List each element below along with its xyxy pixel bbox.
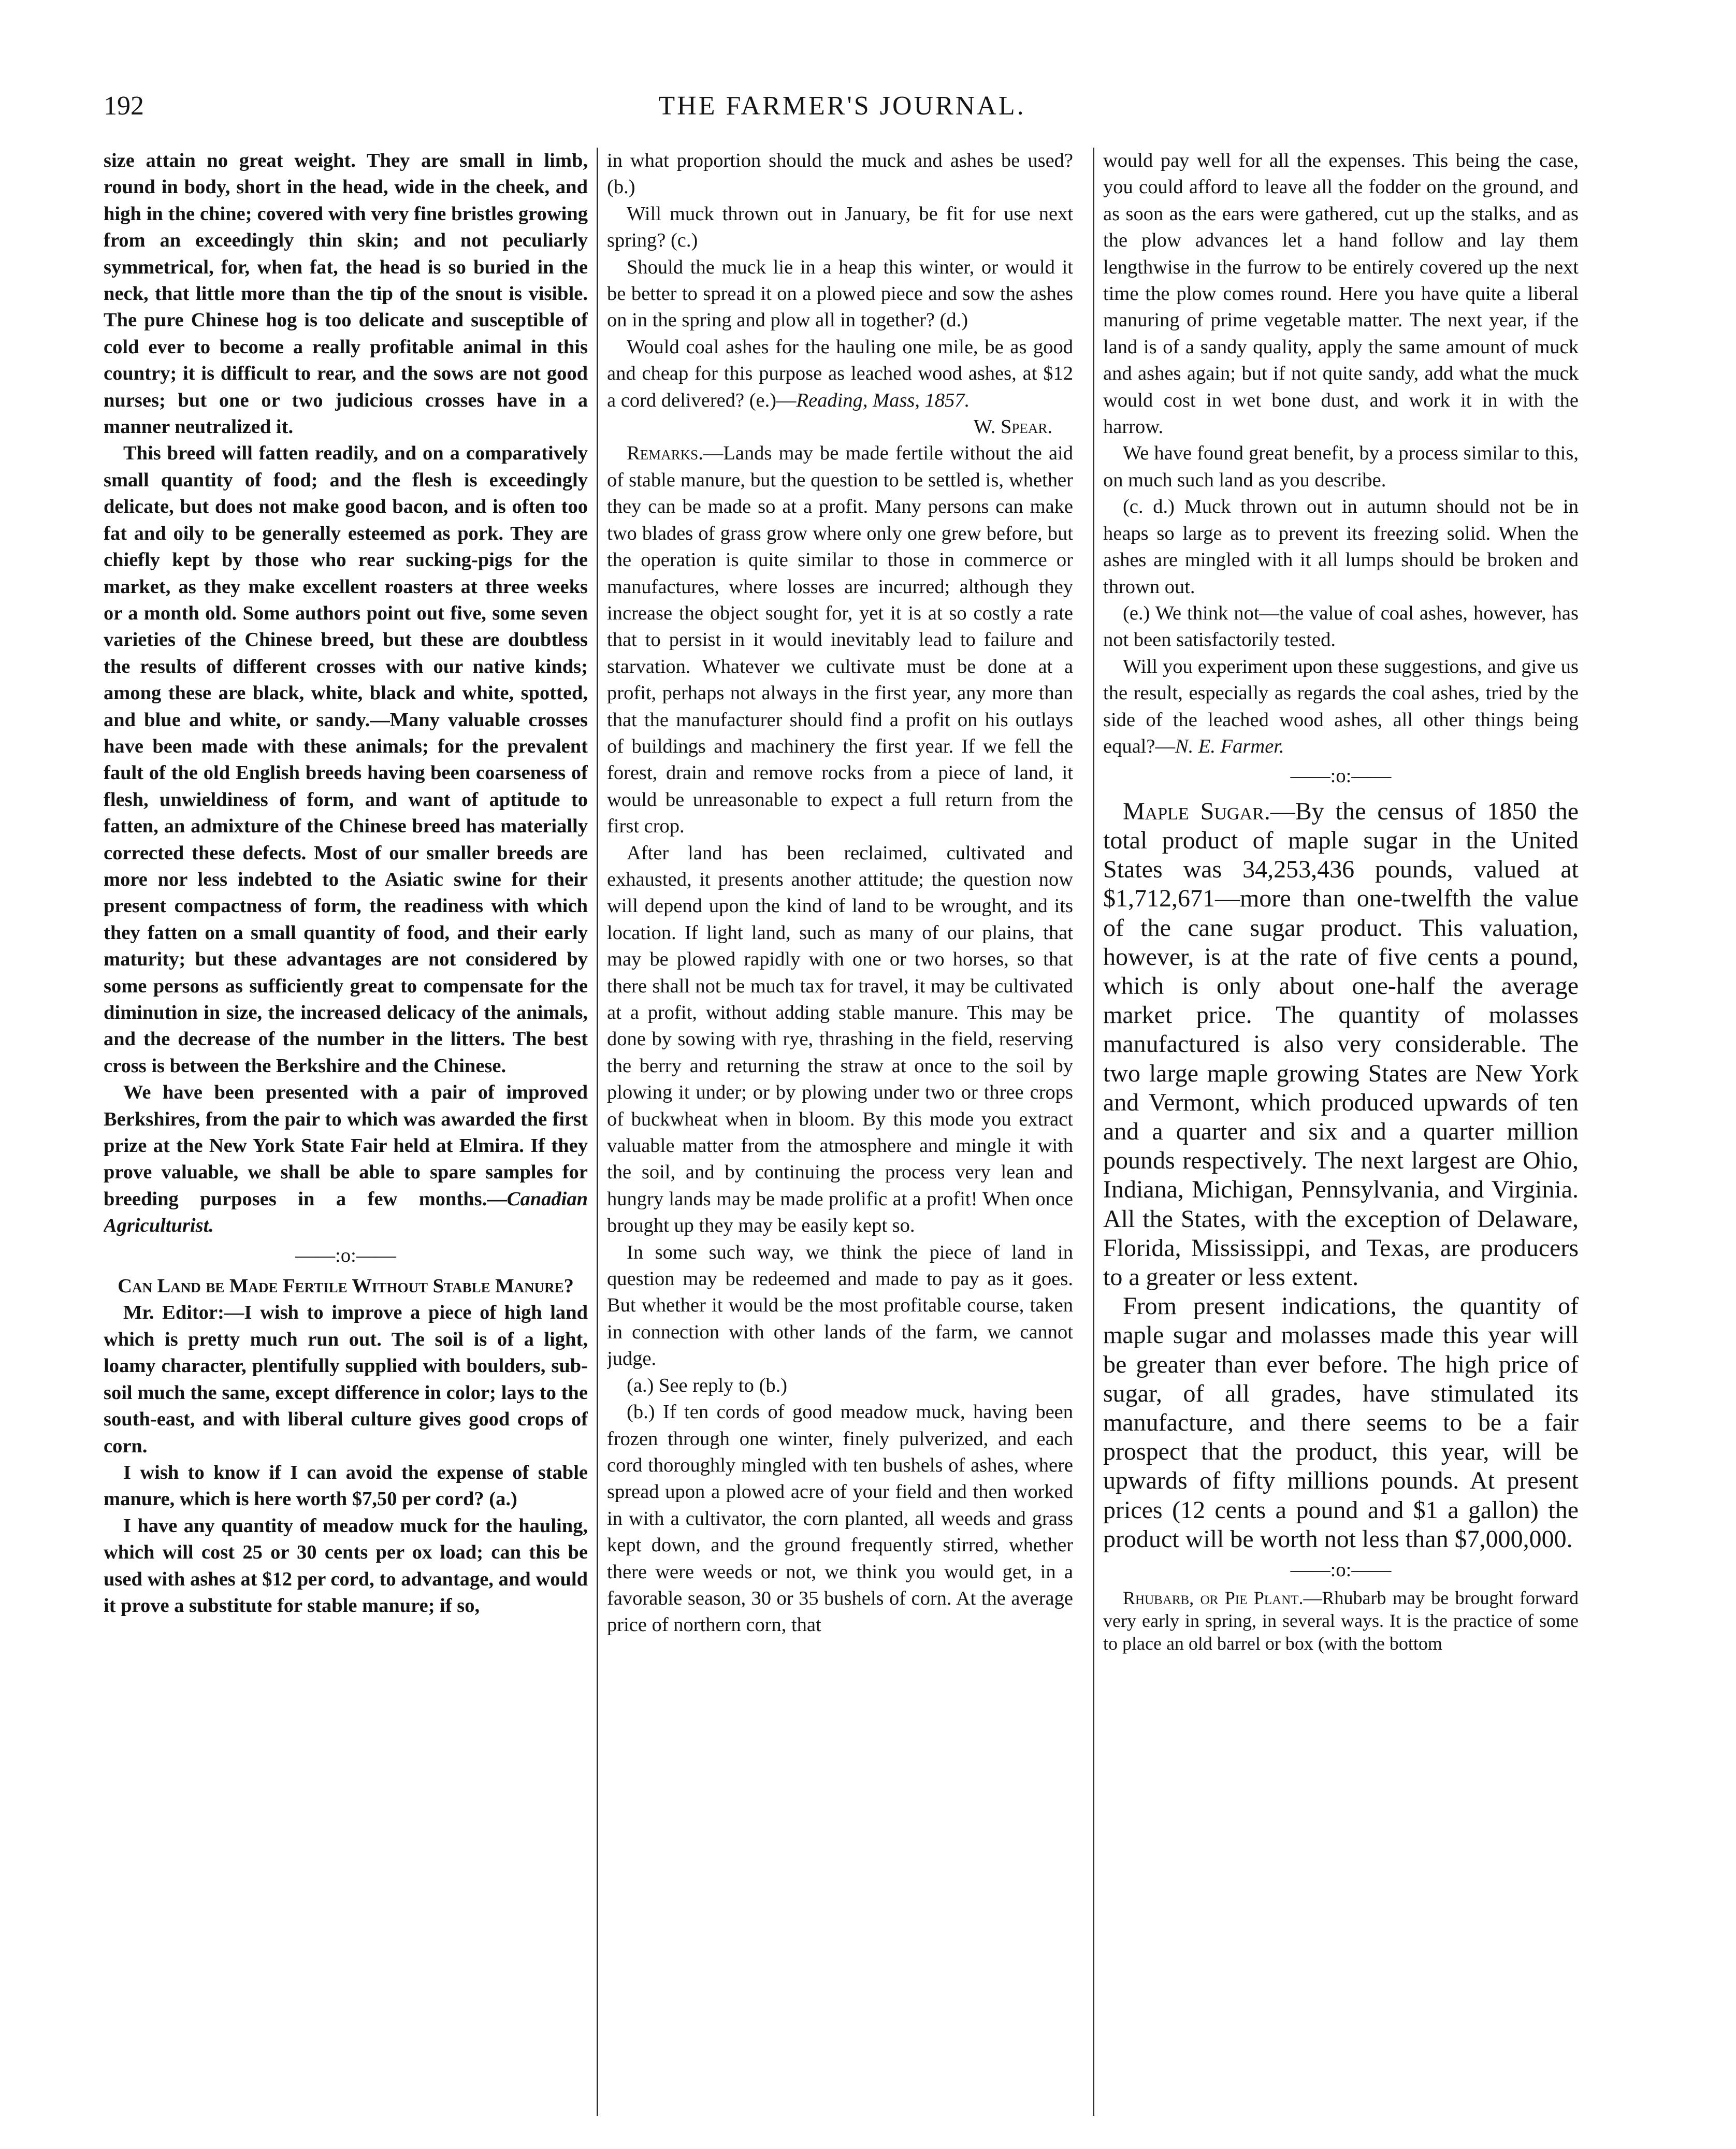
maple-text-1: —By the census of 1850 the total product of maple sugar in the United States was 34,253,436 pounds, valued at $1,712,671—more than one-twelfth the value of the cane sugar product. This valuation, however, is at the rate of five cents a pound, which is only about one-half the average market price. The quantity of molasses manufactured is also very considerable. The two large maple growing States are New York and Vermont, which produced upwards of ten and a quarter and six and a quarter million pounds respectively. The next largest are Ohio, Indiana, Michigan, Pennsylvania, and Virginia. All the States, with the exception of Delaware, Florida, Mississippi, and Texas, are producers to a greater or less extent. <box>1103 797 1579 1291</box>
benefit-paragraph: We have found great benefit, by a process similar to this, on much such land as you describe. <box>1103 442 1579 491</box>
reply-e: (e.) We think not—the value of coal ashes, however, has not been satisfactorily tested. <box>1103 602 1579 651</box>
page-header <box>104 91 1581 127</box>
letter-paragraph-3: I have any quantity of meadow muck for the hauling, which will cost 25 or 30 cents per ox load; can this be used with ashes at $12 per cord, to advantage, and would it prove a substitute for stable manure; if so, <box>104 1515 588 1617</box>
source-canadian-agriculturist: Canadian Agriculturist. <box>104 1188 588 1237</box>
remarks-paragraph-2: After land has been reclaimed, cultivated and exhausted, it presents another attitude; the question now will depend upon the kind of land to be wrought, and its location. If light land, such as many of our plains, that may be plowed rapidly with one or two horses, so that there shall not be much tax for travel, it may be cultivated at a profit, without adding stable manure. This may be done by sowing with rye, thrashing in the field, reserving the berry and returning the straw at once to the soil by plowing it under; or by plowing under two or three crops of buckwheat when in bloom. By this mode you extract valuable matter from the atmosphere and mingle it with the soil, and by continuing the process very lean and hungry lands may be made prolific at a profit! When once brought up they may be easily kept so. <box>607 842 1073 1237</box>
remarks-label: Remarks. <box>627 442 703 465</box>
letter-question-d: Should the muck lie in a heap this winter, or would it be better to spread it on a plowed piece and sow the ashes on in the spring and plow all in together? (d.) <box>607 256 1073 331</box>
question-e-text: Would coal ashes for the hauling one mile, be as good and cheap for this purpose as leached wood ashes, at $12 a cord delivered? (e.)— <box>607 336 1073 411</box>
maple-paragraph-1 <box>1103 797 1579 1292</box>
column-2 <box>607 148 1073 2116</box>
section-separator: ——:o:—— <box>295 1244 396 1266</box>
remarks-text: —Lands may be made fertile without the aid of stable manure, but the question to be settled is, whether they can be made so at a profit. Many persons can make two blades of grass grow where only one grew before, but the operation is quite similar to those in commerce or manufactures, where losses are incurred; although they increase the object sought for, yet it is at so costly a rate that to persist in it would inevitably lead to failure and starvation. Whatever we cultivate must be done at a profit, perhaps not always in the first year, any more than that the manufacturer should find a profit on his outlays of buildings and machinery the first year. If we fell the forest, drain and remove rocks from a piece of land, it would be unreasonable to expect a full return from the first crop. <box>607 442 1073 838</box>
rhubarb-article <box>1103 1586 1579 1655</box>
maple-paragraph-2: From present indications, the quantity of maple sugar and molasses made this year will be greater than ever before. The high price of sugar, of all grades, have stimulated its manufacture, and there seems to be a fair prospect that the product, this year, will be upwards of fifty millions pounds. At present prices (12 cents a pound and $1 a gallon) the product will be worth not less than $7,000,000. <box>1103 1292 1579 1553</box>
berkshire-paragraph <box>104 1079 588 1239</box>
letter-question-c: Will muck thrown out in January, be fit for use next spring? (c.) <box>607 203 1073 252</box>
letter-question-b: in what proportion should the muck and ashes be used? (b.) <box>607 150 1073 198</box>
column-rule-2 <box>1093 148 1094 2116</box>
letter-signature: W. Spear. <box>973 416 1052 438</box>
maple-sugar-label: Maple Sugar. <box>1123 797 1270 825</box>
remarks-paragraph-3: In some such way, we think the piece of land in question may be redeemed and made to pay as it goes. But whether it would be the most profitable course, taken in connection with other lands of the farm, we cannot judge. <box>607 1241 1073 1370</box>
letter-paragraph-1: Mr. Editor:—I wish to improve a piece of high land which is pretty much run out. The soil is of a light, loamy character, plentifully supplied with boulders, sub-soil much the same, except difference in color; lays to the south-east, and with liberal culture gives good crops of corn. <box>104 1302 588 1457</box>
rhubarb-text: —Rhubarb may be brought forward very early in spring, in several ways. It is the practice of some to place an old barrel or box (with the bottom <box>1103 1588 1579 1654</box>
section-separator-2: ——:o:—— <box>1290 765 1392 787</box>
experiment-text: Will you experiment upon these suggestions, and give us the result, especially as regards the coal ashes, tried by the side of the leached wood ashes, all other things being equal?— <box>1103 655 1579 757</box>
reply-c-d: (c. d.) Muck thrown out in autumn should not be in heaps so large as to prevent its freezing solid. When the ashes are mingled with it all lumps should be broken and thrown out. <box>1103 496 1579 598</box>
maple-sugar-article <box>1103 797 1579 1554</box>
berkshire-text: We have been presented with a pair of improved Berkshires, from the pair to which was awarded the first prize at the New York State Fair held at Elmira. If they prove valuable, we shall be able to spare samples for breeding purposes in a few months.— <box>104 1081 588 1210</box>
reply-b-continued: would pay well for all the expenses. This being the case, you could afford to leave all the fodder on the ground, and as soon as the ears were gathered, cut up the stalks, and as the plow advances let a hand follow and lay them lengthwise in the furrow to be entirely covered up the next time the plow comes round. Here you have quite a liberal manuring of prime vegetable matter. The next year, if the land is of a sandy quality, apply the same amount of muck and ashes again; but if not quite sandy, add what the muck would cost in wet bone dust, and work it in with the harrow. <box>1103 150 1579 438</box>
letter-place-date: Reading, Mass, 1857. <box>796 389 970 411</box>
column-rule-1 <box>597 148 598 2116</box>
rhubarb-label: Rhubarb, or Pie Plant. <box>1123 1588 1304 1609</box>
article-heading-land-fertile: Can Land be Made Fertile Without Stable Manure? <box>118 1275 574 1297</box>
source-ne-farmer: N. E. Farmer. <box>1175 735 1284 757</box>
rhubarb-paragraph <box>1103 1586 1579 1655</box>
remarks-paragraph <box>607 440 1073 840</box>
letter-question-e <box>607 334 1073 414</box>
section-separator-3: ——:o:—— <box>1290 1559 1392 1581</box>
chinese-hog-paragraph-1: size attain no great weight. They are small in limb, round in body, short in the head, wide in the cheek, and high in the chine; covered with very fine bristles growing from an exceedingly thin skin; and not peculiarly symmetrical, for, when fat, the head is so buried in the neck, that little more than the tip of the snout is visible. The pure Chinese hog is too delicate and susceptible of cold ever to become a really profitable animal in this country; it is difficult to rear, and the sows are not good nurses; but one or two judicious crosses have in a manner neutralized it. <box>104 150 588 438</box>
experiment-paragraph <box>1103 654 1579 760</box>
reply-a: (a.) See reply to (b.) <box>627 1374 788 1396</box>
reply-b: (b.) If ten cords of good meadow muck, having been frozen through one winter, finely pulverized, and each cord thoroughly mingled with ten bushels of ashes, where spread upon a plowed acre of your field and then worked in with a cultivator, the corn planted, all weeds and grass kept down, and the ground frequently stirred, whether there were weeds or not, we think you would get, in a favorable season, 30 or 35 bushels of corn. At the average price of northern corn, that <box>607 1401 1073 1636</box>
column-1 <box>104 148 588 2116</box>
page-number: 192 <box>104 91 144 121</box>
chinese-hog-paragraph-2: This breed will fatten readily, and on a comparatively small quantity of food; and the flesh is exceedingly delicate, but does not make good bacon, and is often too fat and oily to be generally esteemed as pork. They are chiefly kept by those who rear sucking-pigs for the market, as they make excellent roasters at three weeks or a month old. Some authors point out five, some seven varieties of the Chinese breed, but these are doubtless the results of different crosses with our native kinds; among these are black, white, black and white, spotted, and blue and white, or sandy.—Many valuable crosses have been made with these animals; for the prevalent fault of the old English breeds having been coarseness of flesh, unwieldiness of form, and want of aptitude to fatten, an admixture of the Chinese breed has materially corrected these defects. Most of our smaller breeds are more nor less indebted to the Asiatic swine for their present compactness of form, the readiness with which they fatten on a small quantity of food, and their early maturity; but these advantages are not considered by some persons as sufficiently great to compensate for the diminution in size, the increased delicacy of the animals, and the decrease of the number in the litters. The best cross is between the Berkshire and the Chinese. <box>104 442 588 1077</box>
letter-paragraph-2: I wish to know if I can avoid the expense of stable manure, which is here worth $7,50 per cord? (a.) <box>104 1461 588 1510</box>
journal-title: THE FARMER'S JOURNAL. <box>658 91 1026 121</box>
column-3 <box>1103 148 1579 2116</box>
